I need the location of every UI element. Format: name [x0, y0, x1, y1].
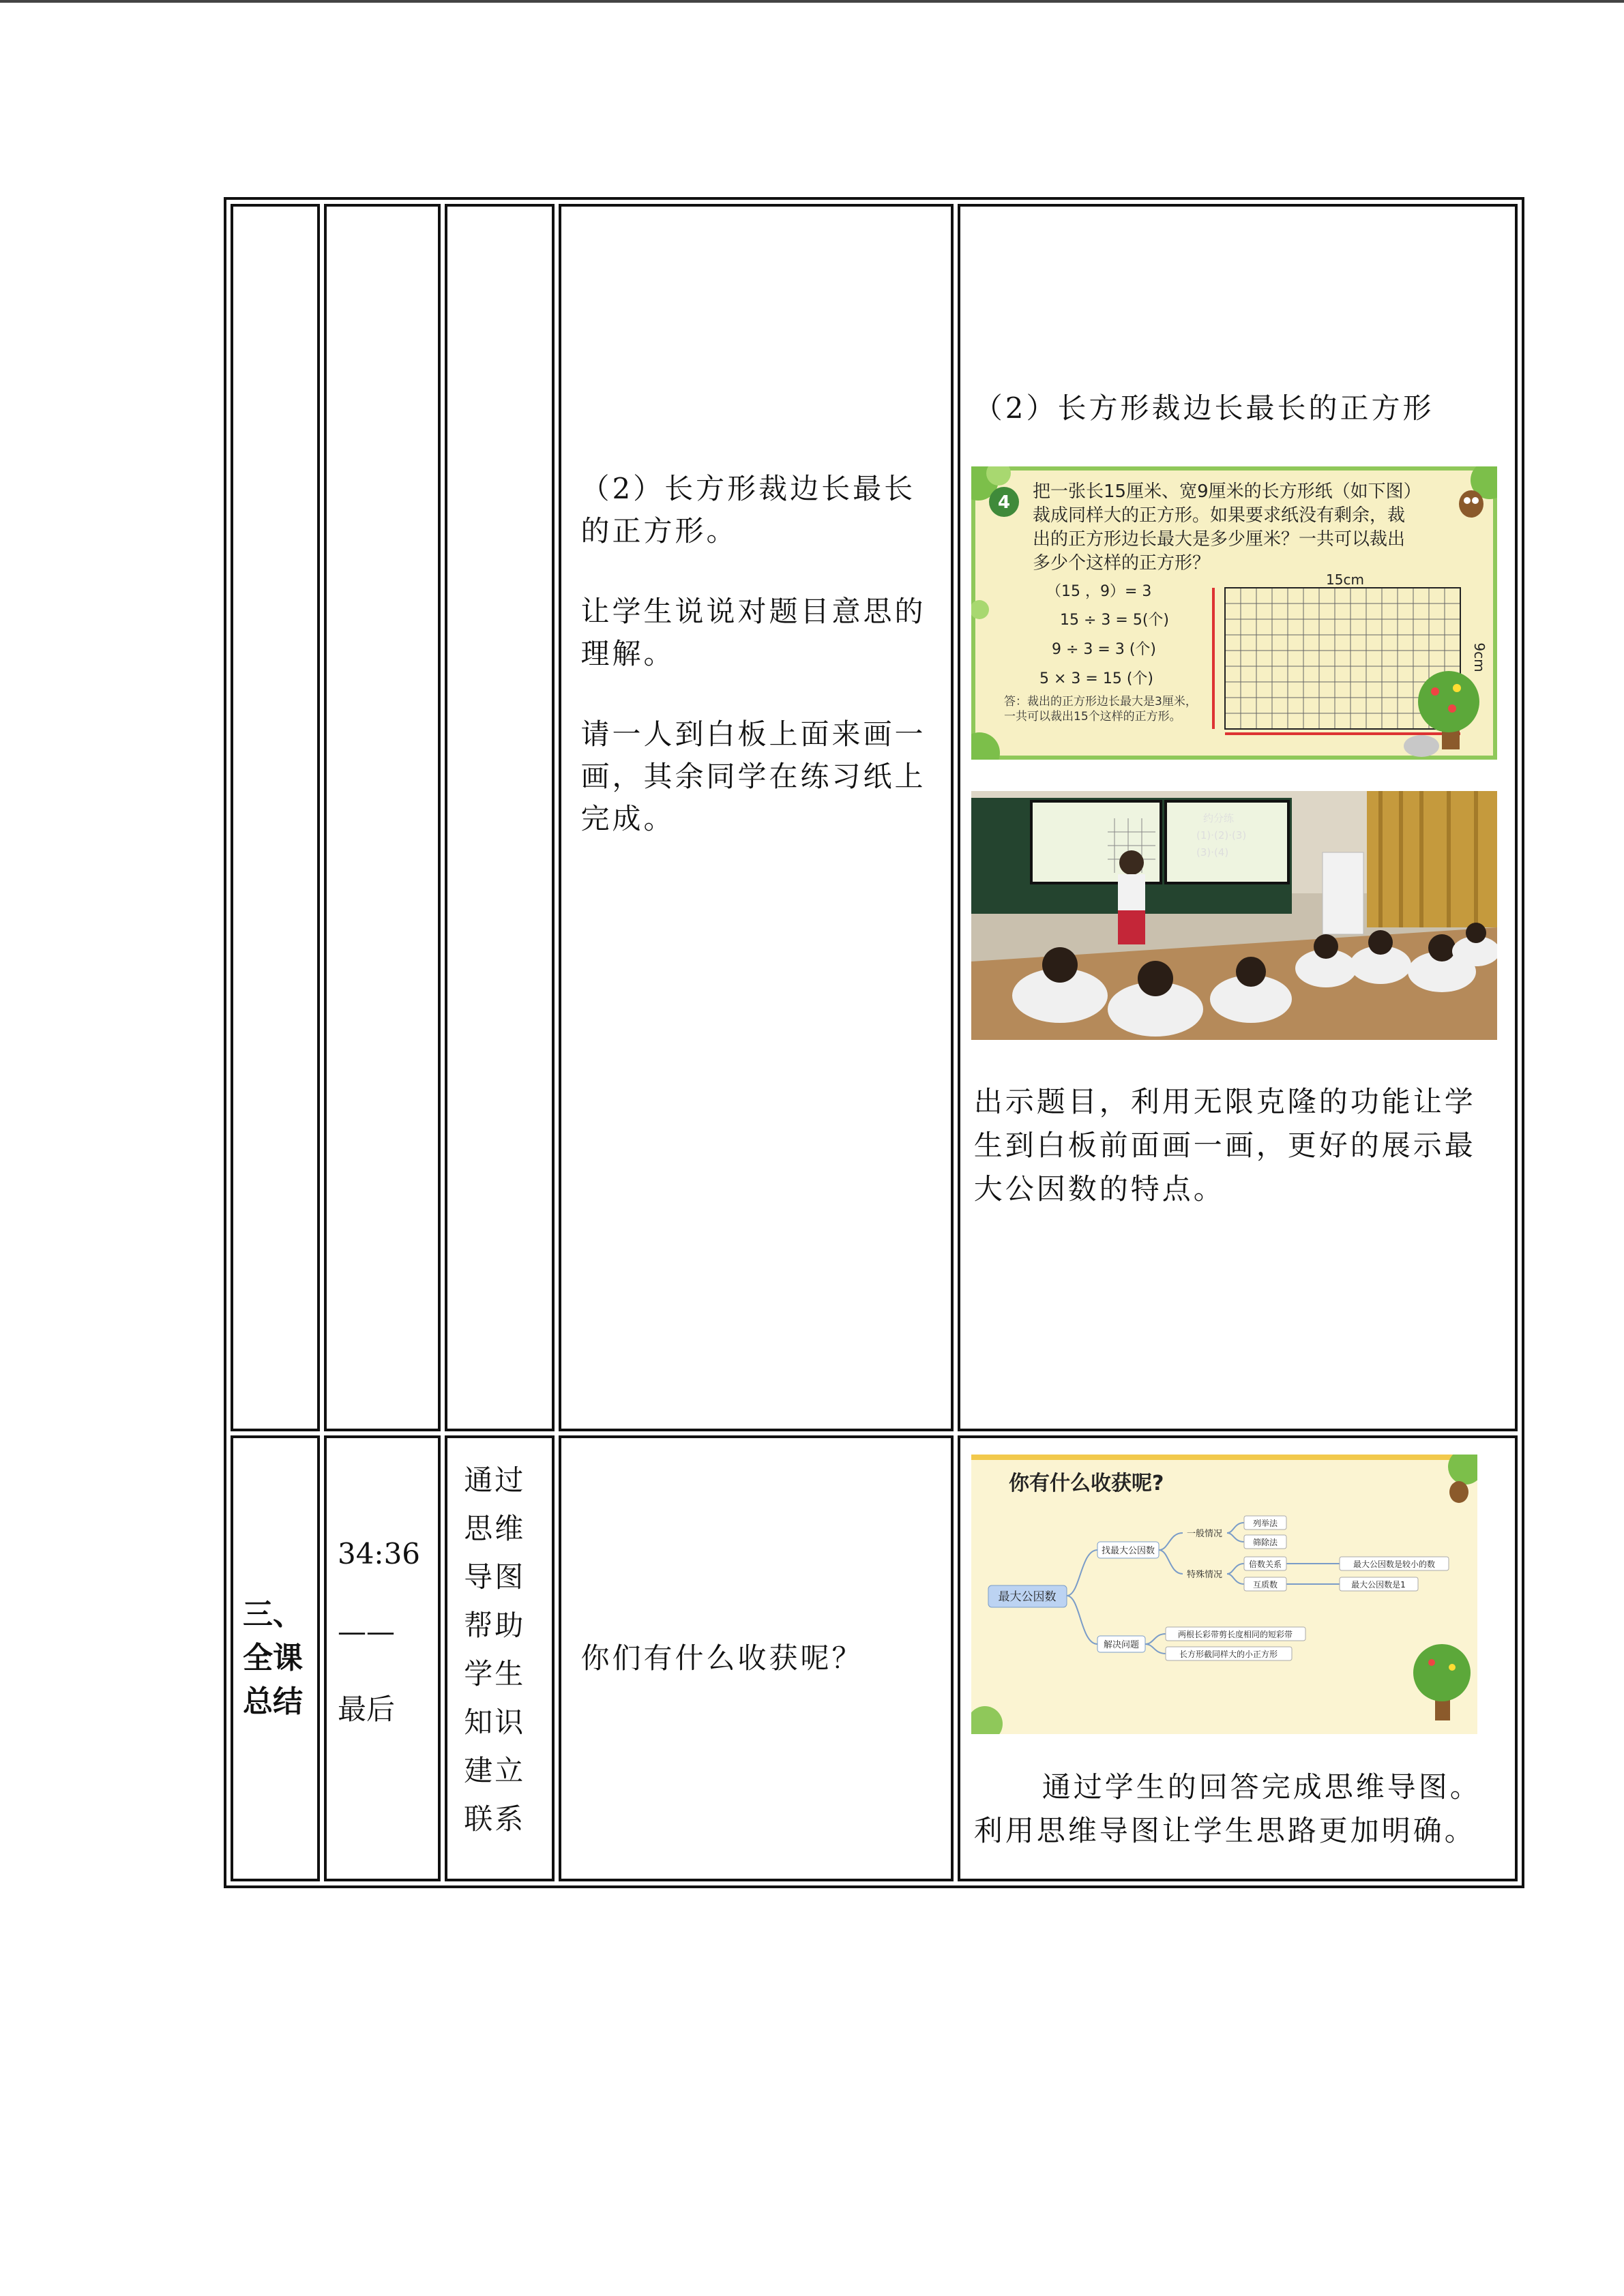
activity-paragraph-2: 请一人到白板上面来画一画，其余同学在练习纸上完成。 — [580, 717, 926, 835]
table-row-continued — [231, 204, 1518, 1431]
problem-line-2: 裁成同样大的正方形。如果要求纸没有剩余，裁 — [1032, 505, 1405, 526]
step-1: （15 ，9）= 3 — [1046, 583, 1152, 600]
mindmap-slide-image — [971, 1455, 1477, 1734]
mindmap-general: 一般情况 — [1186, 1529, 1222, 1539]
mindmap-coprime: 互质数 — [1252, 1580, 1278, 1590]
problem-line-3: 出的正方形边长最大是多少厘米？一共可以裁出 — [1032, 529, 1405, 550]
purpose-line: 导图 — [464, 1560, 526, 1594]
mindmap-root: 最大公因数 — [998, 1590, 1057, 1604]
activity-title: （2）长方形裁边长最长的正方形。 — [580, 472, 916, 548]
problem-slide-image — [971, 466, 1497, 760]
classroom-photo — [971, 791, 1497, 1040]
purpose-line: 知识 — [464, 1705, 526, 1739]
purpose-line: 联系 — [464, 1802, 526, 1836]
board-text-3: (3)·(4) — [1196, 846, 1229, 859]
mindmap-special: 特殊情况 — [1186, 1570, 1222, 1580]
step-4: 5 × 3 = 15 (个) — [1039, 670, 1153, 687]
mindmap-solve: 解决问题 — [1103, 1640, 1139, 1650]
mindmap-square: 长方形截同样大的小正方形 — [1179, 1650, 1278, 1659]
time-dash: —— — [337, 1615, 395, 1648]
problem-line-1: 把一张长15厘米、宽9厘米的长方形纸（如下图） — [1032, 481, 1421, 502]
purpose-line: 帮助 — [464, 1609, 526, 1642]
summary-question: 你们有什么收获呢？ — [580, 1641, 863, 1675]
purpose-line: 思维 — [464, 1512, 526, 1545]
mindmap-ribbon: 两根长彩带剪长度相同的短彩带 — [1177, 1630, 1293, 1639]
time-cell-empty — [324, 204, 441, 1431]
design-heading: （2）长方形裁边长最长的正方形 — [973, 391, 1434, 425]
board-text-1: 约分练 — [1202, 812, 1234, 824]
stage-cell — [231, 1435, 320, 1881]
purpose-cell-empty — [445, 204, 555, 1431]
activity-paragraph-1: 让学生说说对题目意思的理解。 — [580, 595, 926, 670]
stage-label: 三、全课总结 — [243, 1597, 303, 1719]
mindmap-title: 你有什么收获呢? — [1008, 1472, 1164, 1495]
purpose-line: 通过 — [464, 1463, 526, 1497]
design-description: 出示题目，利用无限克隆的功能让学生到白板前面画一画，更好的展示最大公因数的特点。 — [973, 1085, 1476, 1206]
summary-description: 通过学生的回答完成思维导图。利用思维导图让学生思路更加明确。 — [973, 1770, 1481, 1847]
mindmap-list: 列举法 — [1252, 1519, 1278, 1528]
answer-line-1: 答：裁出的正方形边长最大是3厘米， — [1003, 695, 1197, 709]
mindmap-sieve: 筛除法 — [1252, 1538, 1278, 1547]
stage-cell-empty — [231, 204, 320, 1431]
problem-number: 4 — [997, 492, 1010, 513]
mindmap-find: 找最大公因数 — [1101, 1546, 1155, 1556]
page-top-rule — [0, 0, 1624, 3]
table-row-summary — [231, 1435, 1518, 1881]
mindmap-coprime-result: 最大公因数是1 — [1350, 1580, 1406, 1590]
design-cell — [958, 204, 1518, 1431]
purpose-line: 学生 — [464, 1657, 526, 1690]
problem-line-4: 多少个这样的正方形？ — [1032, 553, 1210, 573]
purpose-line: 建立 — [464, 1754, 526, 1787]
owl-icon — [1449, 1481, 1468, 1503]
mindmap-multiple: 倍数关系 — [1248, 1560, 1282, 1569]
mindmap-multiple-result: 最大公因数是较小的数 — [1353, 1560, 1435, 1569]
student-at-board — [1118, 850, 1145, 944]
purpose-cell — [445, 1435, 555, 1881]
lesson-plan-table — [224, 197, 1524, 1888]
summary-activity-cell — [559, 1435, 953, 1881]
grid-width-label: 15cm — [1325, 571, 1364, 588]
step-2: 15 ÷ 3 = 5(个) — [1059, 612, 1169, 629]
answer-line-2: 一共可以裁出15个这样的正方形。 — [1003, 710, 1181, 724]
time-end: 最后 — [337, 1693, 395, 1726]
activity-cell — [559, 204, 953, 1431]
board-text-2: (1)·(2)·(3) — [1196, 829, 1247, 841]
summary-design-cell — [958, 1435, 1518, 1881]
step-3: 9 ÷ 3 = 3 (个) — [1051, 641, 1156, 658]
time-start: 34:36 — [337, 1537, 421, 1570]
grid-height-label: 9cm — [1471, 642, 1488, 672]
time-cell — [324, 1435, 441, 1881]
owl-icon — [1459, 490, 1483, 518]
